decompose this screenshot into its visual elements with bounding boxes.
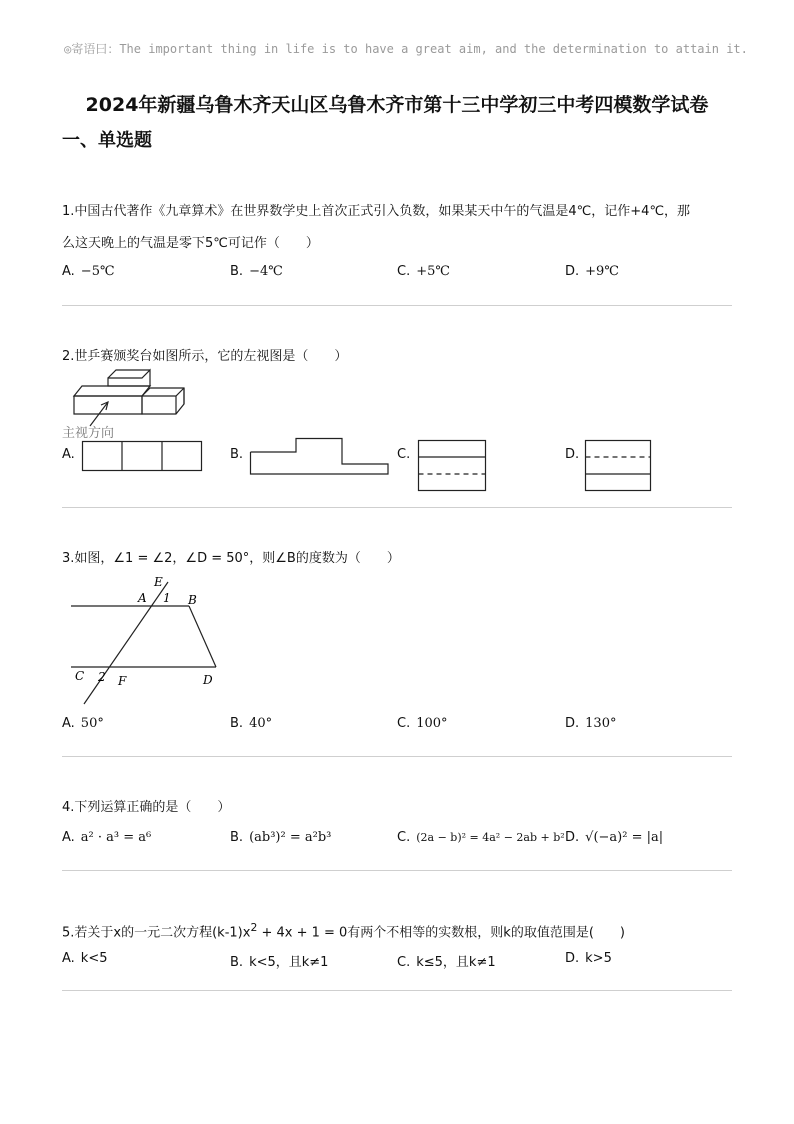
option-b[interactable] [230,830,331,845]
option-text: k>5 [585,951,612,966]
option-c[interactable] [397,447,416,462]
option-text: 50° [80,716,104,731]
option-b[interactable] [230,951,328,970]
option-label: B. [230,447,244,462]
question-1-stem-line1: 1.中国古代著作《九章算术》在世界数学史上首次正式引入负数，如果某天中午的气温是4℃，记作+4℃，那 [62,204,691,219]
question-3-options [62,716,742,740]
question-5-options [62,951,742,975]
option-label: D. [565,830,580,845]
label-angle-2: 2 [98,670,106,684]
option-c[interactable] [397,716,448,731]
question-3-stem: 3.如图，∠1 = ∠2，∠D = 50°，则∠B的度数为（ ） [62,551,400,566]
option-d-figure [585,440,655,492]
option-label: D. [565,264,580,279]
option-a-figure [82,440,204,472]
label-c: C [75,669,85,683]
option-a[interactable] [62,716,104,731]
option-label: A. [62,716,75,731]
option-b[interactable] [230,447,249,462]
option-label: C. [397,264,411,279]
question-1 [62,196,742,260]
question-1-options [62,264,742,288]
divider [62,305,732,306]
option-label: D. [565,951,580,966]
option-text: √(−a)² = |a| [585,830,664,845]
question-5-stem [62,912,742,949]
option-label: B. [230,955,244,970]
label-d: D [203,673,213,687]
option-c[interactable] [397,264,450,279]
option-text: +9℃ [585,264,619,279]
document-title: 2024年新疆乌鲁木齐天山区乌鲁木齐市第十三中学初三中考四模数学试卷 [85,94,709,116]
option-text: 130° [585,716,617,731]
geometry-figure [66,576,226,706]
option-label: B. [230,830,244,845]
option-text: k<5，且k≠1 [249,955,329,970]
option-text: (2a − b)² = 4a² − 2ab + b² [416,831,565,844]
option-label: D. [565,716,580,731]
option-text: k<5 [80,951,108,966]
question-4-stem: 4.下列运算正确的是（ ） [62,800,231,815]
option-label: B. [230,716,244,731]
option-text: −5℃ [80,264,115,279]
option-text: k≤5，且k≠1 [416,955,496,970]
divider [62,756,732,757]
motto-text: ◎寄语曰：The important thing in life is to have a great aim, and the determination to attain it. [64,42,748,56]
stem-part: + 4x + 1 = 0有两个不相等的实数根，则k的取值范围是( ) [257,925,625,941]
option-d[interactable] [565,447,585,462]
stem-exponent: 2 [250,921,258,934]
option-text: 40° [249,716,273,731]
option-label: A. [62,447,75,462]
stem-part: 5.若关于x的一元二次方程(k-1)x [62,925,251,941]
option-label: C. [397,447,411,462]
option-c[interactable] [397,830,565,845]
option-label: B. [230,264,244,279]
option-text: −4℃ [249,264,283,279]
option-b[interactable] [230,264,283,279]
option-label: C. [397,716,411,731]
question-4 [62,792,742,824]
question-1-stem-line2: 么这天晚上的气温是零下5℃可记作（ ） [62,236,319,251]
option-b-figure [250,438,390,476]
option-a[interactable] [62,447,81,462]
question-2-stem: 2.世乒赛颁奖台如图所示，它的左视图是（ ） [62,349,348,364]
option-label: A. [62,830,75,845]
podium-figure [60,370,200,442]
section-title: 一、单选题 [62,130,152,151]
option-d[interactable] [565,951,612,966]
option-c[interactable] [397,951,496,970]
option-label: A. [62,264,75,279]
question-2 [62,341,742,373]
option-c-figure [418,440,488,492]
option-d[interactable] [565,716,616,731]
option-text: (ab³)² = a²b³ [249,830,332,845]
option-d[interactable] [565,830,663,845]
option-a[interactable] [62,951,108,966]
option-text: 100° [416,716,448,731]
label-b: B [188,593,197,607]
divider [62,990,732,991]
label-e: E [154,575,163,589]
option-a[interactable] [62,264,115,279]
label-f: F [118,674,127,688]
figure-caption: 主视方向 [62,426,115,441]
question-4-options [62,830,742,854]
option-a[interactable] [62,830,151,845]
option-b[interactable] [230,716,272,731]
option-label: C. [397,955,411,970]
option-text: +5℃ [416,264,450,279]
option-text: a² · a³ = a⁶ [80,830,152,845]
divider [62,870,732,871]
question-5 [62,912,742,949]
question-3 [62,543,742,575]
label-angle-1: 1 [163,591,171,605]
option-d[interactable] [565,264,619,279]
divider [62,507,732,508]
label-a: A [138,591,147,605]
option-label: A. [62,951,75,966]
option-label: D. [565,447,580,462]
option-label: C. [397,830,411,845]
